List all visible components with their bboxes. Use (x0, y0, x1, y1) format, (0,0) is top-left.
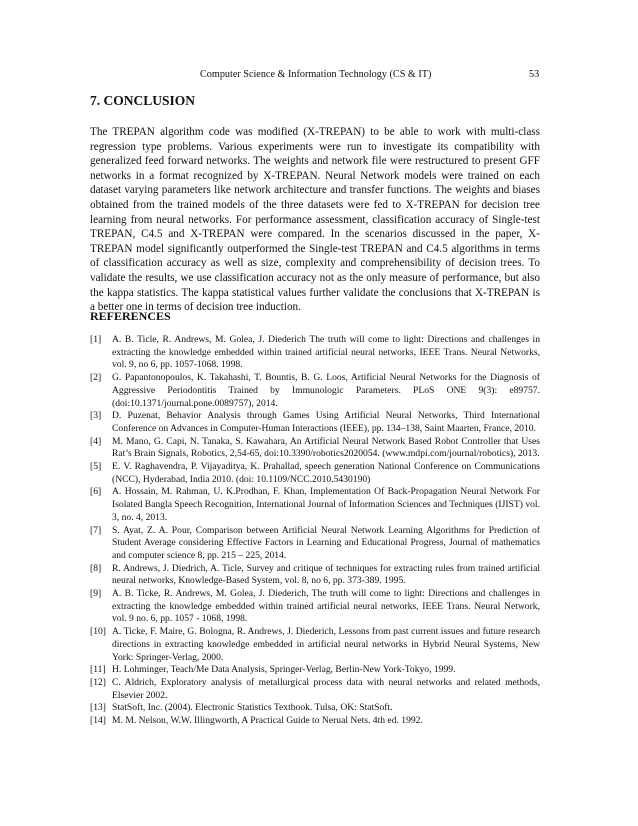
reference-number: [8] (90, 562, 102, 574)
reference-item (90, 461, 540, 486)
reference-text: S. Ayat, Z. A. Pour, Comparison between Artificial Neural Network Learning Algorithms for Prediction of Student Average considering Effective Factors in Learning and Educational Progress, Journal of mathematics and computer science 8, pp. 215 – 225, 2014. (112, 524, 540, 561)
reference-number: [7] (90, 524, 102, 536)
reference-item (90, 626, 540, 664)
reference-number: [3] (90, 410, 102, 422)
reference-item (90, 588, 540, 626)
reference-item (90, 334, 540, 372)
conclusion-paragraph: The TREPAN algorithm code was modified (X-TREPAN) to be able to work with multi-class regression type problems. Various experiments were run to investigate its compatibility with generalized feed forward networks. The weights and network file were restructured to present GFF networks in a format recognized by X-TREPAN. Neural Network models were trained on each dataset varying parameters like network architecture and transfer functions. The weights and biases obtained from the trained models of the three datasets were fed to X-TREPAN for decision tree learning from neural networks. For performance assessment, classification accuracy of Single-test TREPAN, C4.5 and X-TREPAN were compared. In the scenarios discussed in the paper, X-TREPAN model significantly outperformed the Single-test TREPAN and C4.5 algorithms in terms of classification accuracy as well as size, complexity and comprehensibility of decision trees. To validate the results, we use classification accuracy not as the only measure of performance, but also the kappa statistics. The kappa statistical values further validate the conclusions that X-TREPAN is a better one in terms of decision tree induction. (90, 126, 540, 314)
references-title: REFERENCES (90, 309, 171, 323)
reference-item (90, 664, 540, 677)
reference-number: [6] (90, 486, 102, 498)
reference-number: [2] (90, 372, 102, 384)
reference-text: E. V. Raghavendra, P. Vijayaditya, K. Prahallad, speech generation National Conference on Communications (NCC), Hyderabad, India 2010. (doi: 10.1109/NCC.2010.5430190) (112, 461, 540, 485)
reference-text: A. B. Ticle, R. Andrews, M. Golea, J. Diederich The truth will come to light: Directions and challenges in extracting the knowledge embedded within trained artificial neural networks, IEEE Trans. Neural Networks, vol. 9, no 6, pp. 1057-1068. 1998. (112, 334, 540, 371)
reference-number: [1] (90, 334, 102, 345)
reference-item (90, 563, 540, 588)
reference-number: [13] (90, 702, 106, 714)
reference-text: A. Hossain, M. Rahman, U. K.Prodhan, F. Khan, Implementation Of Back-Propagation Neural Network For Isolated Bangla Speech Recognition, International Journal of Information Sciences and Techniques (IJIST) vol. 3, no. 4, 2013. (112, 486, 540, 523)
page-number: 53 (529, 69, 540, 80)
section-title: 7. CONCLUSION (90, 93, 196, 108)
reference-item (90, 715, 540, 728)
running-header: Computer Science & Information Technology (CS & IT) (200, 69, 432, 80)
reference-item (90, 372, 540, 410)
reference-item (90, 677, 540, 702)
reference-number: [11] (90, 664, 106, 676)
reference-number: [9] (90, 588, 102, 600)
reference-number: [14] (90, 715, 106, 727)
references-list (90, 334, 540, 728)
reference-text: R. Andrews, J. Diedrich, A. Ticle, Survey and critique of techniques for extracting rules from trained artificial neural networks, Knowledge-Based System, vol. 8, no 6, pp. 373-389. 1995. (112, 562, 540, 587)
reference-text: StatSoft, Inc. (2004). Electronic Statistics Textbook. Tulsa, OK: StatSoft. (112, 702, 393, 714)
reference-text: M. Mano, G. Capi, N. Tanaka, S. Kawahara, An Artificial Neural Network Based Robot Controller that Uses Rat’s Brain Signals, Robotics, 2,54-65, doi:10.3390/robotics2020054. (www.mdpi.com/journal/robotics), 2013. (112, 435, 540, 460)
reference-text: M. M. Nelson, W.W. Illingworth, A Practical Guide to Nerual Nets. 4th ed. 1992. (112, 715, 423, 727)
reference-item (90, 436, 540, 461)
reference-text: G. Papantonopoulos, K. Takahashi, T. Bountis, B. G. Loos, Artificial Neural Networks for the Diagnosis of Aggressive Periodontitis Trained by Immunologic Parameters. PLoS ONE 9(3): e89757. (doi:10.1371/journal.pone.0089757), 2014. (112, 372, 540, 409)
reference-text: A. B. Ticke, R. Andrews, M. Golea, J. Diederich, The truth will come to light: Directions and challenges in extracting the knowledge embedded within trained artificial neural networks, IEEE Trans. Neural Network, vol. 9 no. 6, pp. 1057 - 1068, 1998. (112, 588, 540, 625)
reference-text: A. Ticke, F. Maire, G. Bologna, R. Andrews, J. Diederich, Lessons from past current issues and future research directions in extracting knowledge embedded in artificial neural networks in Hybrid Neural Systems, New York: Springer-Verlag, 2000. (112, 626, 540, 663)
reference-number: [10] (90, 626, 106, 638)
reference-item (90, 410, 540, 435)
reference-item (90, 525, 540, 563)
reference-text: D. Puzenat, Behavior Analysis through Games Using Artificial Neural Networks, Third International Conference on Advances in Computer-Human Interactions (IEEE), pp. 134–138, Saint Maarten, France, 2010. (112, 410, 540, 434)
reference-number: [4] (90, 435, 102, 447)
reference-number: [12] (90, 676, 106, 688)
reference-item (90, 486, 540, 524)
reference-item (90, 702, 540, 715)
reference-text: C. Aldrich, Exploratory analysis of metallurgical process data with neural networks and related methods, Elsevier 2002. (112, 676, 540, 701)
reference-number: [5] (90, 461, 102, 473)
reference-text: H. Lohminger, Teach/Me Data Analysis, Springer-Verlag, Berlin-New York-Tokyo, 1999. (112, 664, 456, 676)
